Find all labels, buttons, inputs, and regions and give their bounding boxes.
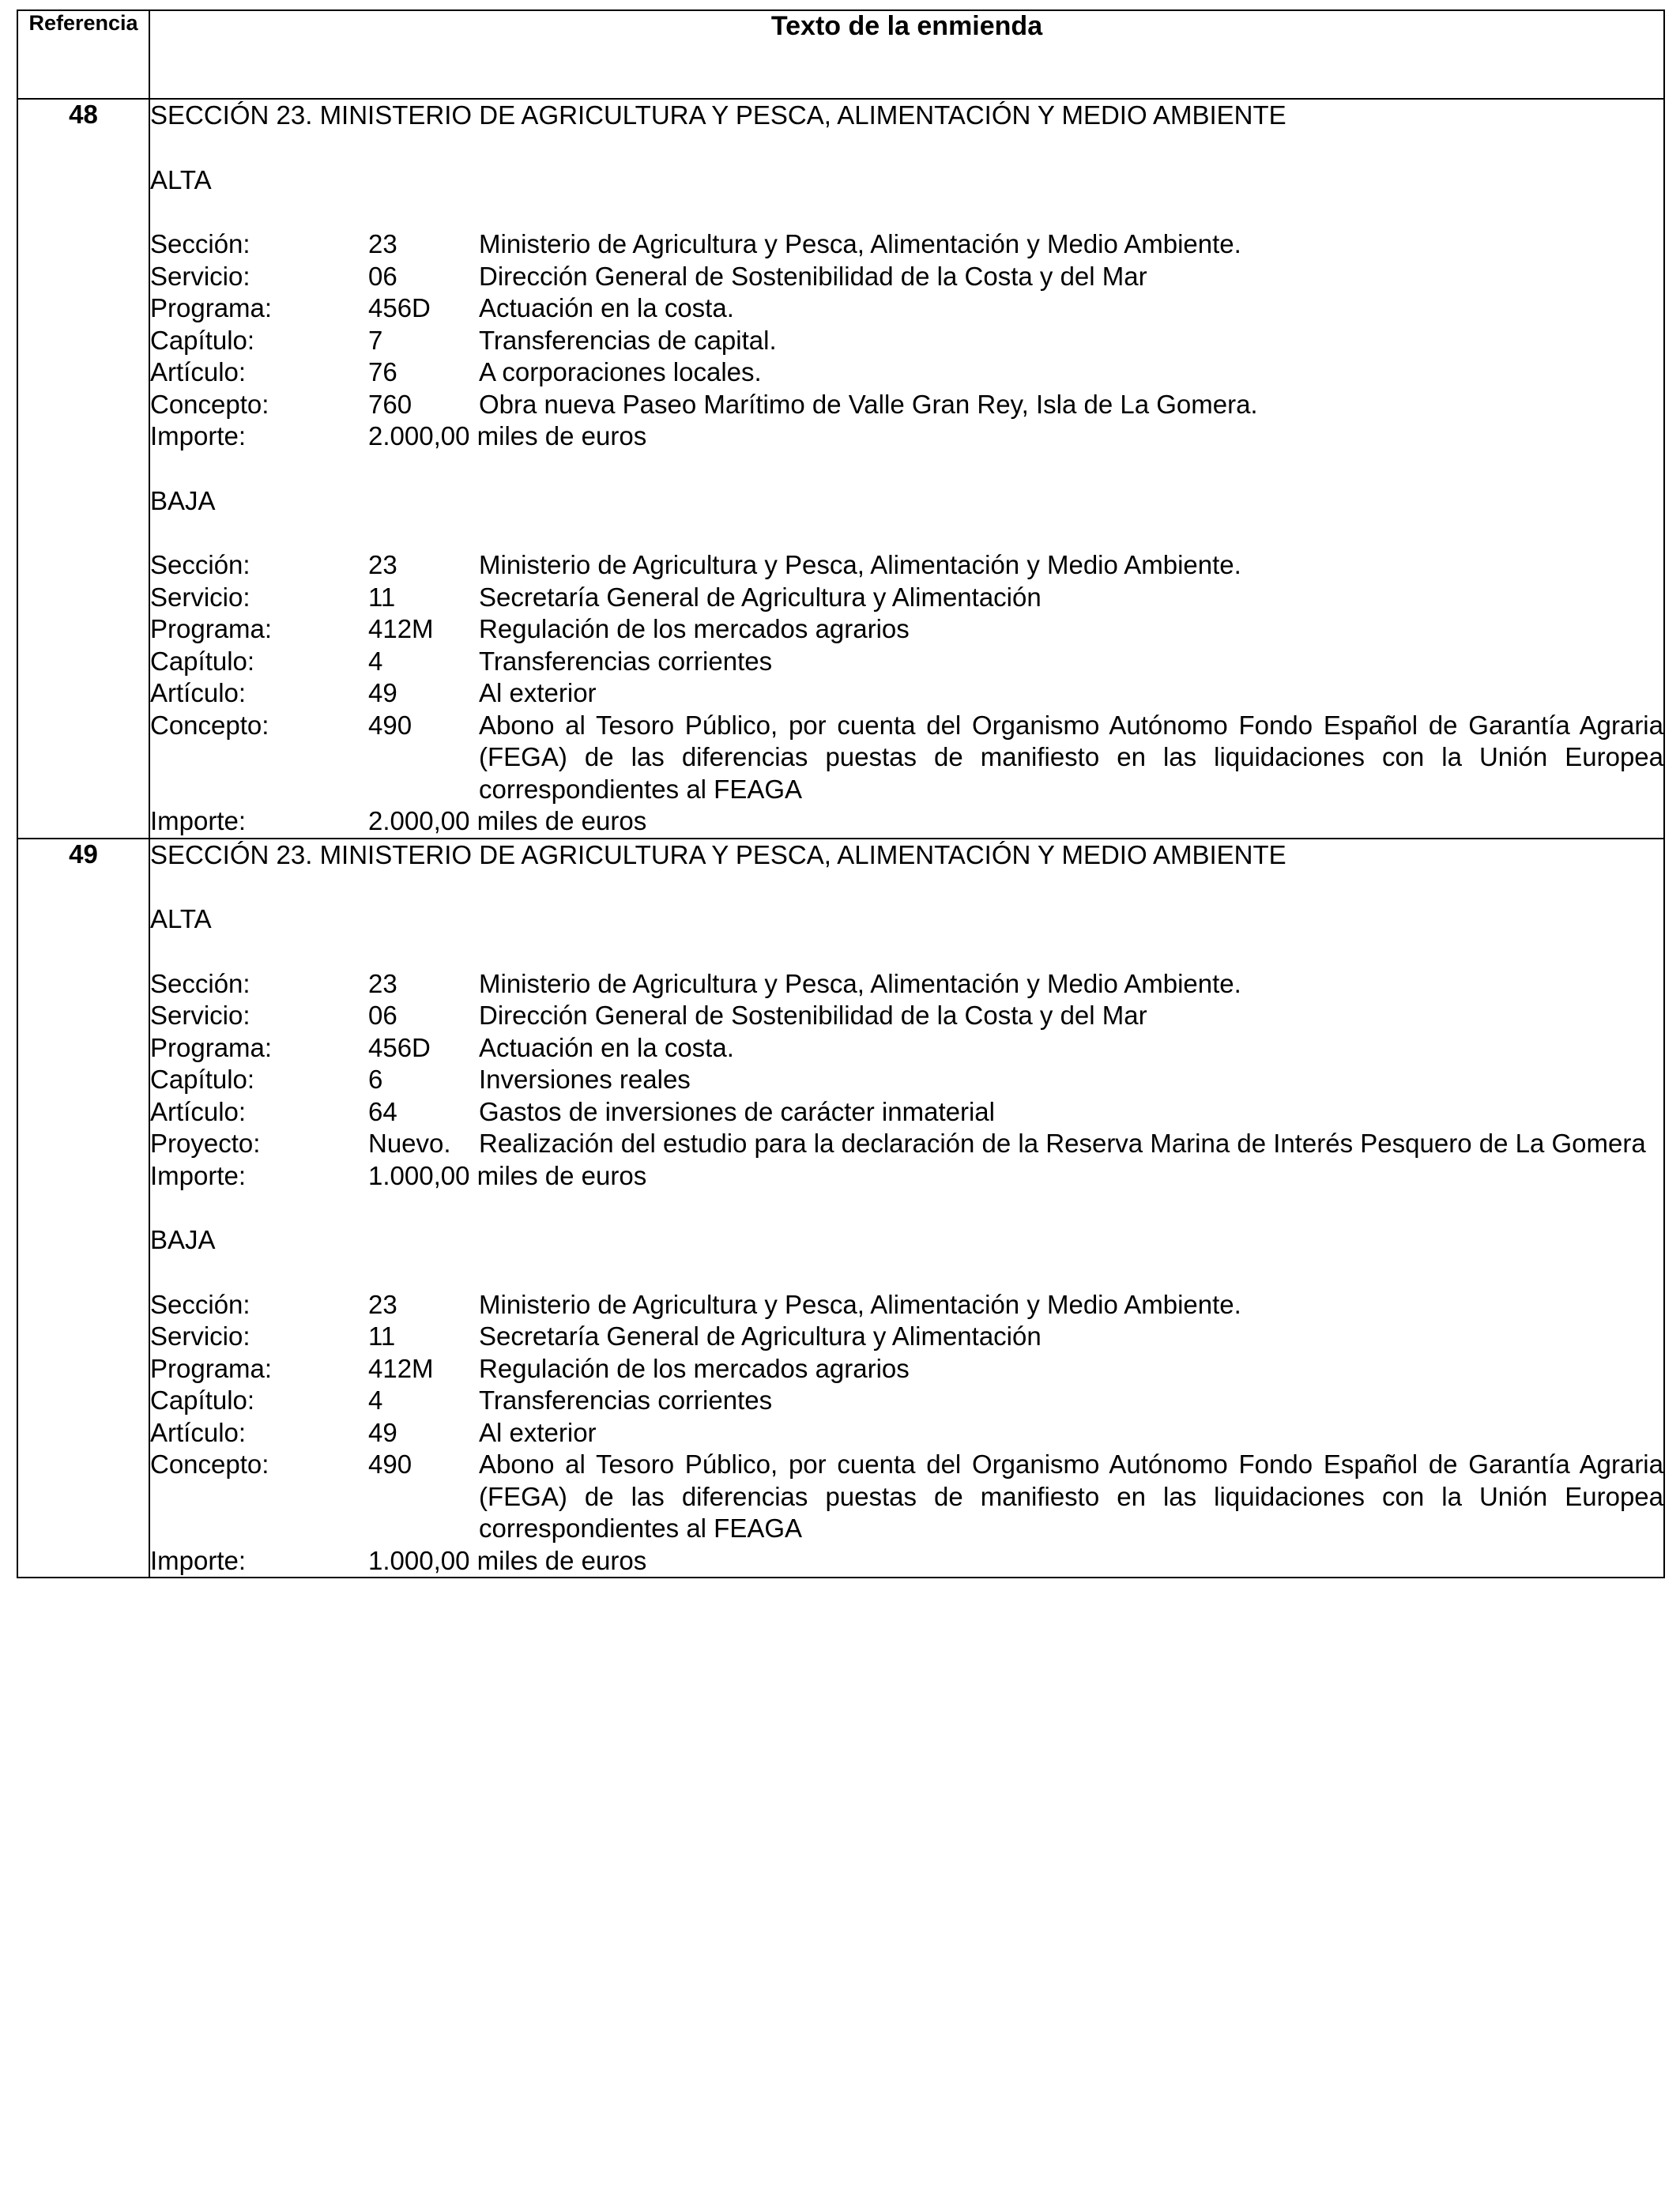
field-description: Transferencias de capital. [479,325,777,355]
importe-row [150,805,1663,838]
field-code: 06 [368,261,397,291]
field-row [150,228,1663,261]
field-row [150,1353,1663,1385]
field-code: 7 [368,325,383,355]
field-code: 11 [368,582,396,612]
field-description: Ministerio de Agricultura y Pesca, Alimentación y Medio Ambiente. [479,229,1241,258]
field-code: 11 [368,1321,396,1351]
amendments-table [17,9,1665,1578]
field-row [150,325,1663,357]
field-label: Programa: [150,1032,273,1062]
amendment-text [149,839,1664,1578]
field-row [150,1289,1663,1321]
field-description: Al exterior [479,678,597,707]
field-description: Realización del estudio para la declaración de la Reserva Marina de Interés Pesquero de La Gomera [479,1129,1646,1158]
field-row [150,549,1663,582]
field-description: Actuación en la costa. [479,1032,734,1062]
baja-block [150,1224,1663,1577]
field-row [150,677,1663,710]
importe-label: Importe: [150,1160,247,1190]
field-description: Abono al Tesoro Público, por cuenta del Organismo Autónomo Fondo Español de Garantía Agraria (FEGA) de las diferencias puestas de manifiesto en las liquidaciones con la Unión Europea correspondientes al FEAGA [479,1449,1663,1543]
alta-block [150,164,1663,453]
importe-row [150,1160,1663,1193]
field-description: Regulación de los mercados agrarios [479,614,910,643]
field-code: 23 [368,229,397,258]
importe-row [150,420,1663,453]
field-label: Capítulo: [150,1065,255,1094]
field-label: Servicio: [150,1321,250,1351]
field-code: Nuevo. [368,1129,451,1158]
field-description: Transferencias corrientes [479,646,773,676]
field-row [150,389,1663,421]
field-code: 23 [368,968,397,998]
field-code: 49 [368,1417,397,1447]
field-row [150,1321,1663,1353]
importe-value: 2.000,00 miles de euros [368,806,647,835]
field-row [150,613,1663,646]
field-label: Programa: [150,293,273,322]
alta-block [150,903,1663,1192]
amendment-row [17,839,1664,1578]
field-row [150,582,1663,614]
field-code: 64 [368,1096,397,1126]
field-description: Dirección General de Sostenibilidad de la Costa y del Mar [479,261,1147,291]
field-description: Ministerio de Agricultura y Pesca, Alimentación y Medio Ambiente. [479,968,1241,998]
field-description: Secretaría General de Agricultura y Alimentación [479,582,1042,612]
field-label: Sección: [150,968,250,998]
field-label: Artículo: [150,1417,247,1447]
field-code: 412M [368,1353,434,1383]
field-row [150,1064,1663,1096]
field-description: Abono al Tesoro Público, por cuenta del Organismo Autónomo Fondo Español de Garantía Agraria (FEGA) de las diferencias puestas de manifiesto en las liquidaciones con la Unión Europea correspondientes al FEAGA [479,710,1663,804]
field-row [150,356,1663,389]
field-row [150,1000,1663,1032]
field-row [150,968,1663,1001]
importe-value: 1.000,00 miles de euros [368,1160,647,1190]
field-code: 4 [368,1385,383,1415]
header-referencia: Referencia [17,10,149,99]
amendment-reference: 48 [17,99,149,839]
field-row [150,1449,1663,1545]
field-description: Transferencias corrientes [479,1385,773,1415]
baja-fields [150,1289,1663,1578]
field-description: Inversiones reales [479,1065,691,1094]
section-title: SECCIÓN 23. MINISTERIO DE AGRICULTURA Y PESCA, ALIMENTACIÓN Y MEDIO AMBIENTE [150,100,1286,130]
field-label: Concepto: [150,1449,269,1479]
alta-label: ALTA [150,904,212,933]
importe-label: Importe: [150,806,247,835]
alta-fields [150,968,1663,1193]
field-row [150,1417,1663,1449]
field-description: Gastos de inversiones de carácter inmaterial [479,1096,995,1126]
field-description: Ministerio de Agricultura y Pesca, Alimentación y Medio Ambiente. [479,1289,1241,1319]
field-code: 4 [368,646,383,676]
field-description: Dirección General de Sostenibilidad de la Costa y del Mar [479,1001,1147,1030]
field-description: Actuación en la costa. [479,293,734,322]
importe-value: 2.000,00 miles de euros [368,421,647,450]
baja-block [150,485,1663,838]
field-label: Servicio: [150,582,250,612]
field-label: Servicio: [150,1001,250,1030]
amendment-text [149,99,1664,839]
field-description: Al exterior [479,1417,597,1447]
field-code: 23 [368,1289,397,1319]
field-description: A corporaciones locales. [479,357,762,386]
importe-value: 1.000,00 miles de euros [368,1545,647,1575]
importe-row [150,1545,1663,1578]
field-code: 06 [368,1001,397,1030]
field-row [150,710,1663,806]
importe-label: Importe: [150,421,247,450]
field-row [150,646,1663,678]
field-label: Concepto: [150,710,269,740]
baja-fields [150,549,1663,838]
field-label: Sección: [150,229,250,258]
field-row [150,1032,1663,1065]
field-label: Artículo: [150,1096,247,1126]
field-description: Obra nueva Paseo Marítimo de Valle Gran Rey, Isla de La Gomera. [479,389,1258,419]
alta-fields [150,228,1663,453]
field-row [150,1385,1663,1417]
table-header-row [17,10,1664,99]
field-label: Sección: [150,550,250,579]
baja-label: BAJA [150,485,216,515]
importe-label: Importe: [150,1545,247,1575]
field-label: Programa: [150,1353,273,1383]
amendment-reference: 49 [17,839,149,1578]
field-label: Capítulo: [150,646,255,676]
field-row [150,1096,1663,1129]
field-code: 412M [368,614,434,643]
field-label: Capítulo: [150,325,255,355]
field-label: Capítulo: [150,1385,255,1415]
field-code: 76 [368,357,397,386]
field-code: 490 [368,1449,412,1479]
field-label: Sección: [150,1289,250,1319]
field-description: Ministerio de Agricultura y Pesca, Alimentación y Medio Ambiente. [479,550,1241,579]
field-label: Proyecto: [150,1129,261,1158]
field-row [150,1128,1663,1160]
field-description: Secretaría General de Agricultura y Alimentación [479,1321,1042,1351]
field-code: 456D [368,1032,431,1062]
field-row [150,261,1663,293]
field-code: 456D [368,293,431,322]
field-code: 49 [368,678,397,707]
field-label: Concepto: [150,389,269,419]
alta-label: ALTA [150,164,212,194]
amendment-row [17,99,1664,839]
amendments-body [17,99,1664,1578]
header-texto: Texto de la enmienda [149,10,1664,99]
field-code: 6 [368,1065,383,1094]
field-code: 490 [368,710,412,740]
field-label: Artículo: [150,678,247,707]
field-code: 23 [368,550,397,579]
section-title: SECCIÓN 23. MINISTERIO DE AGRICULTURA Y PESCA, ALIMENTACIÓN Y MEDIO AMBIENTE [150,839,1286,869]
field-label: Programa: [150,614,273,643]
baja-label: BAJA [150,1225,216,1254]
field-code: 760 [368,389,412,419]
field-label: Servicio: [150,261,250,291]
field-label: Artículo: [150,357,247,386]
field-description: Regulación de los mercados agrarios [479,1353,910,1383]
field-row [150,292,1663,325]
